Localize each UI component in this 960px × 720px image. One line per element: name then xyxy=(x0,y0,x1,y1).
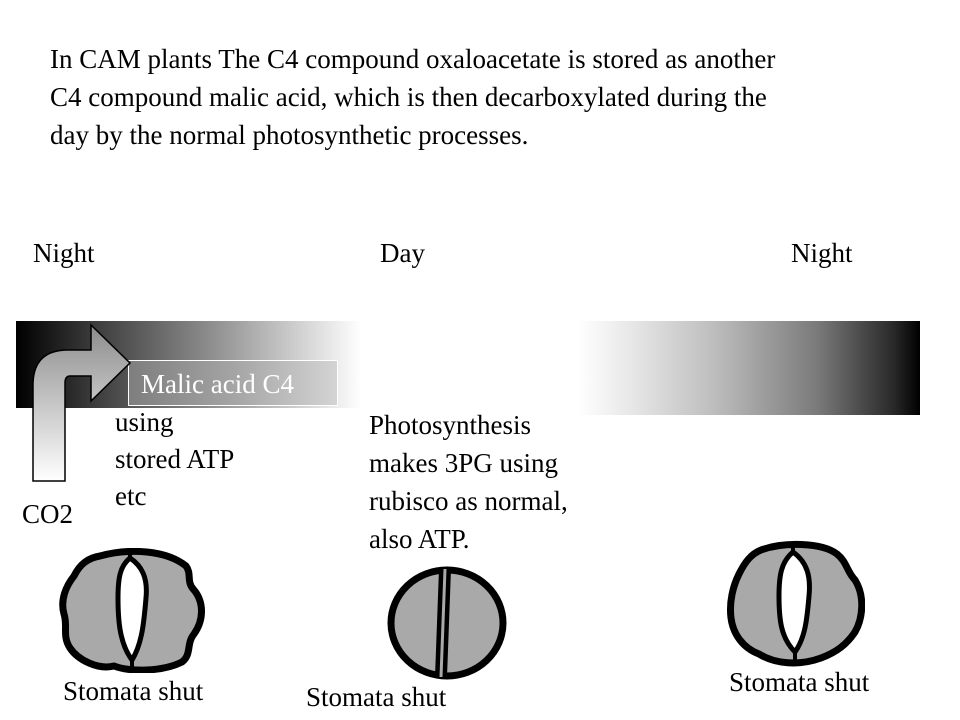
intro-line-2: C4 compound malic acid, which is then decarboxylated during the xyxy=(50,82,767,112)
night-process-line-3: etc xyxy=(115,481,147,511)
day-process-line-4: also ATP. xyxy=(369,524,470,554)
stomata-caption-right: Stomata shut xyxy=(729,667,870,697)
co2-label: CO2 xyxy=(22,499,74,529)
night-label-right: Night xyxy=(791,238,853,268)
intro-line-3: day by the normal photosynthetic processes. xyxy=(50,120,529,150)
intro-line-1: In CAM plants The C4 compound oxaloacetate is stored as another xyxy=(50,44,776,74)
day-process-line-3: rubisco as normal, xyxy=(369,486,568,516)
day-process-line-2: makes 3PG using xyxy=(369,448,558,478)
stomata-caption-left: Stomata shut xyxy=(63,676,204,706)
day-process-text xyxy=(369,406,568,558)
open-stoma-left-icon xyxy=(58,548,208,673)
night-process-text xyxy=(115,404,234,515)
night-label-left: Night xyxy=(33,238,95,268)
closed-stoma-middle-icon xyxy=(385,565,510,680)
day-process-line-1: Photosynthesis xyxy=(369,410,532,440)
night-process-line-1: using xyxy=(115,407,174,437)
stomata-caption-middle: Stomata shut xyxy=(306,682,447,712)
open-stoma-right-icon xyxy=(725,540,865,668)
malic-acid-label: Malic acid C4 xyxy=(141,369,294,399)
night-process-line-2: stored ATP xyxy=(115,444,235,474)
day-label: Day xyxy=(380,238,425,268)
